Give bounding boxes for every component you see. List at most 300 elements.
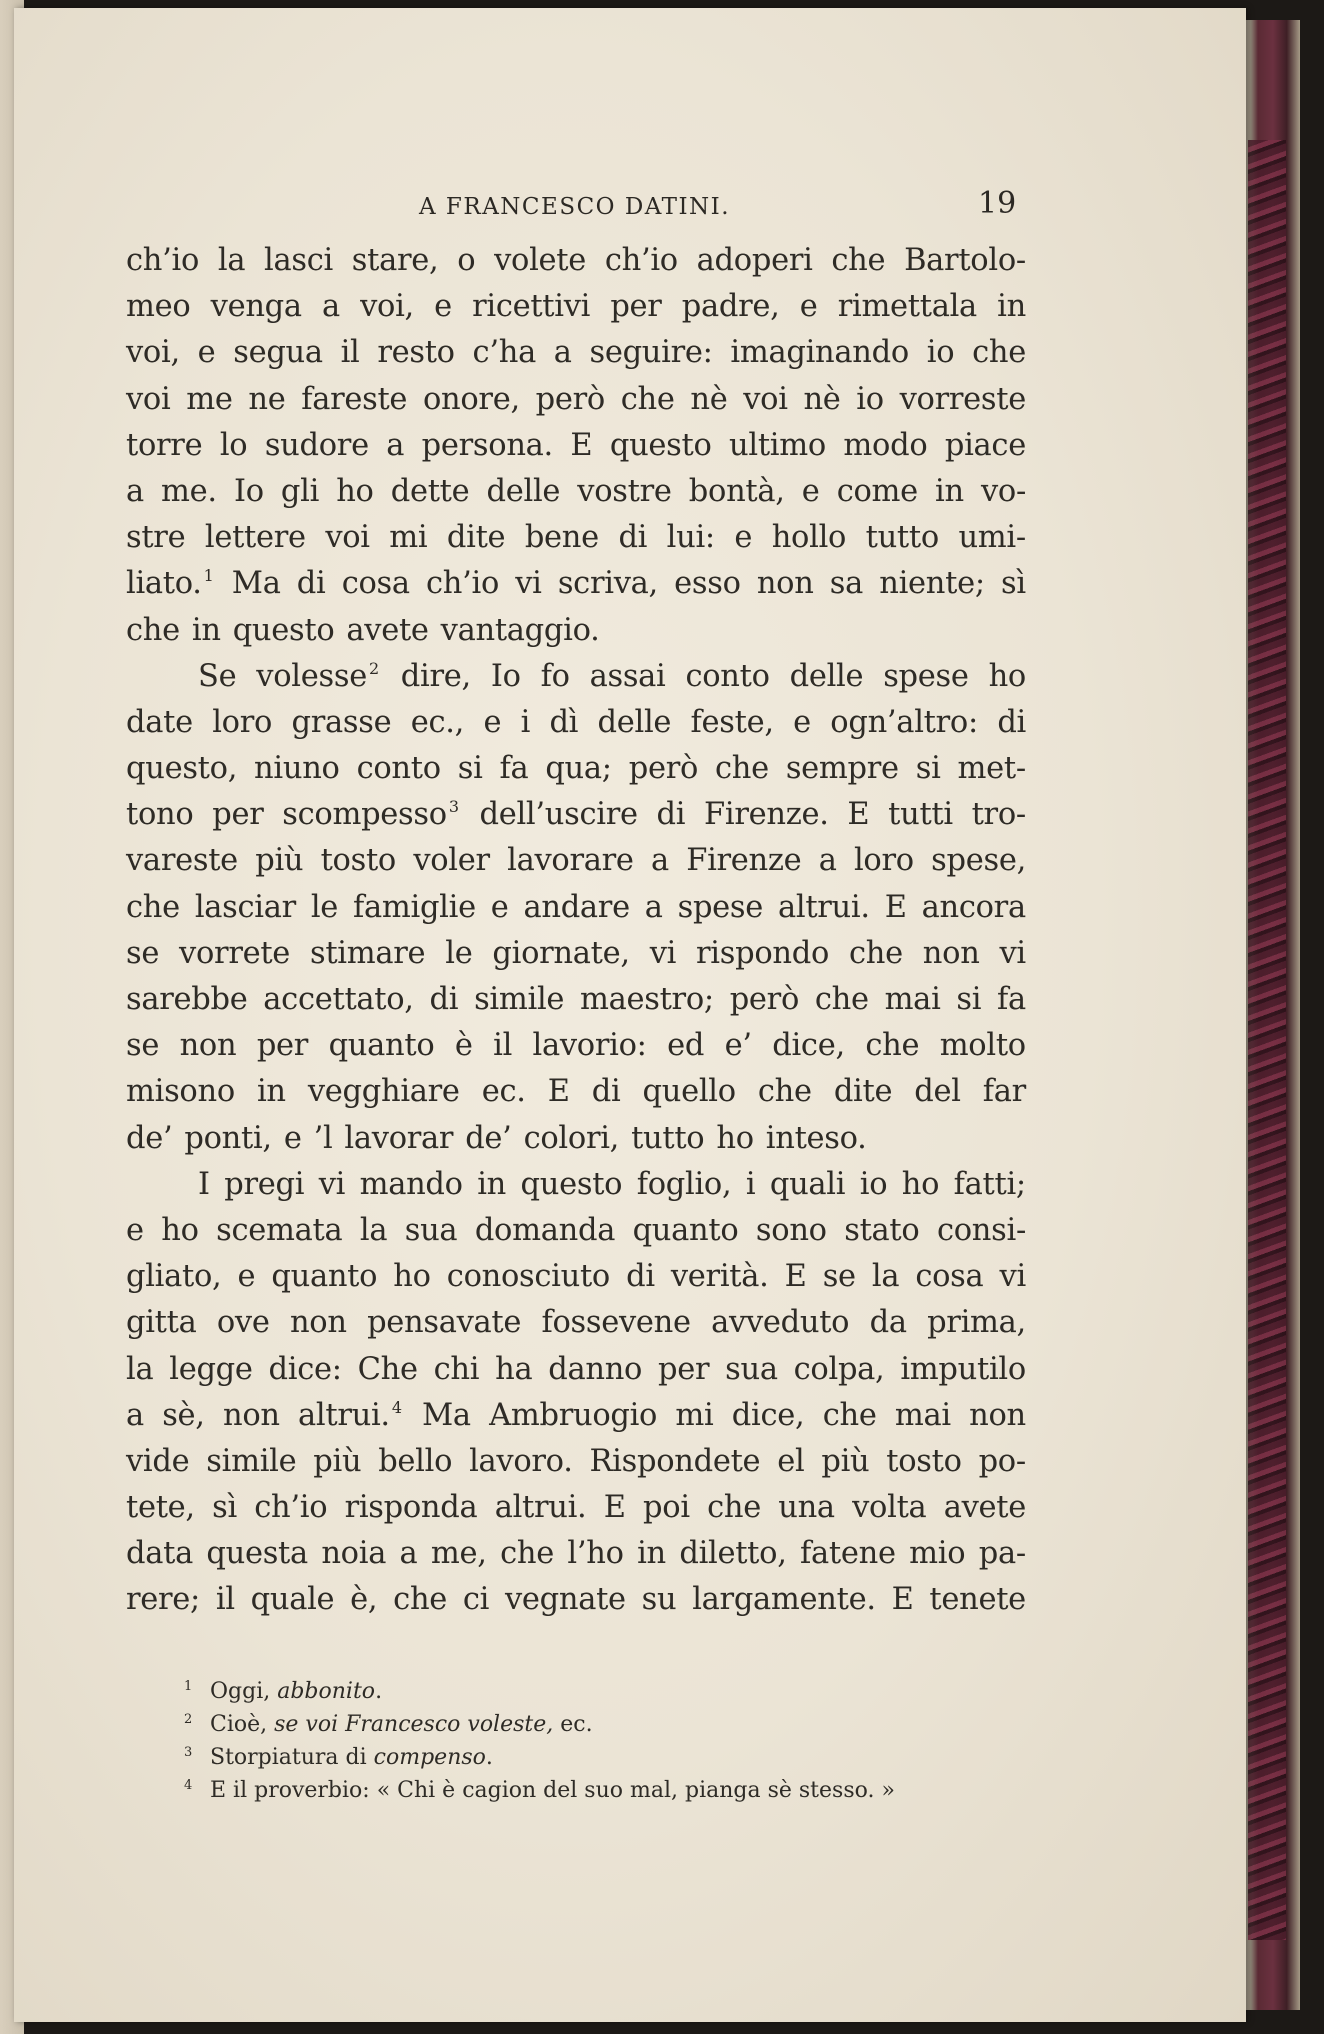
text-line <box>126 561 1026 607</box>
word: questo <box>609 427 712 463</box>
text-line <box>126 377 1026 423</box>
word: assai <box>589 658 666 694</box>
word: dite <box>833 1074 893 1110</box>
word: gli <box>280 473 320 509</box>
word: volete <box>494 243 586 278</box>
word: fo <box>540 658 570 694</box>
word: lavorar <box>344 1120 454 1156</box>
word: E <box>784 1259 807 1295</box>
word: che <box>822 1397 877 1433</box>
word: pregi <box>224 1166 305 1202</box>
word: ancora <box>921 889 1026 925</box>
word: imputilo <box>900 1351 1026 1387</box>
word: a <box>126 1397 144 1433</box>
word: avete <box>943 1490 1026 1526</box>
word: consi- <box>936 1212 1026 1248</box>
word: niente; <box>879 566 985 602</box>
word: spese <box>677 889 764 925</box>
text-line <box>126 746 1026 792</box>
word: quale <box>250 1582 335 1618</box>
word: di <box>626 1259 655 1295</box>
word: se <box>126 935 160 971</box>
word: ci <box>462 1582 490 1618</box>
word: E <box>847 797 870 833</box>
text-line <box>126 654 1026 700</box>
word: I <box>198 1166 210 1202</box>
word: conto <box>685 658 770 694</box>
word: ho <box>161 1212 199 1248</box>
word: si <box>457 751 483 787</box>
word: voi <box>126 381 171 417</box>
word: vorrete <box>179 935 291 971</box>
word: non <box>922 935 980 971</box>
word: e <box>283 1120 302 1156</box>
word: fareste <box>301 381 408 417</box>
word: vi <box>318 1166 346 1202</box>
text-line <box>126 1254 1026 1300</box>
text-line <box>126 1208 1026 1254</box>
word: Firenze. <box>704 797 829 833</box>
word: non <box>289 1305 347 1341</box>
word: a <box>650 843 669 879</box>
word: dice, <box>731 1397 805 1433</box>
word: vegghiare <box>307 1074 460 1110</box>
word: fa <box>997 982 1026 1017</box>
word: su <box>641 1582 677 1618</box>
word: data <box>126 1536 193 1572</box>
word: a <box>399 1536 418 1572</box>
word: questo <box>232 612 335 648</box>
word: è, <box>350 1582 378 1618</box>
word: in <box>256 1074 286 1110</box>
word: avete <box>346 612 429 648</box>
word: Che <box>357 1351 418 1387</box>
footnote: 2 Cioè, se voi Francesco voleste, ec. <box>184 1703 1044 1736</box>
word: ec., <box>410 704 465 740</box>
word: la <box>126 1351 154 1387</box>
word: in <box>997 289 1026 325</box>
footnote-italic: compenso <box>373 1745 486 1770</box>
text-line <box>126 1577 1026 1623</box>
word: che <box>848 935 903 971</box>
word: spese, <box>931 843 1026 879</box>
word: non <box>756 566 814 602</box>
word: stato <box>844 1212 920 1248</box>
word: non <box>969 1397 1026 1433</box>
word: mai <box>894 1397 951 1433</box>
word: lasci <box>264 243 333 278</box>
word: ch’io <box>425 566 500 602</box>
word: famiglie <box>353 889 476 925</box>
word: quanto <box>632 1212 739 1248</box>
word: bello <box>378 1443 453 1479</box>
word: vi <box>999 1259 1026 1295</box>
word: lavoro. <box>469 1443 573 1479</box>
word: piace <box>944 427 1026 463</box>
word: che <box>831 243 886 278</box>
word: voler <box>413 843 490 879</box>
word: di <box>591 1074 621 1110</box>
word: met- <box>957 751 1026 787</box>
word: mi <box>675 1397 714 1433</box>
word: grasse <box>291 704 392 740</box>
page-header <box>14 186 1246 230</box>
word: si <box>915 751 941 787</box>
word: di <box>618 520 648 556</box>
word: di <box>656 797 686 833</box>
word: cosa <box>341 566 410 602</box>
word: a <box>386 427 405 463</box>
word: più <box>821 1443 870 1479</box>
word: scemata <box>216 1212 343 1248</box>
word: danno <box>548 1351 643 1387</box>
word: Ambruogio <box>489 1397 658 1433</box>
word: pa- <box>978 1536 1026 1572</box>
word: rispondo <box>696 935 830 971</box>
word: in <box>191 612 221 648</box>
word: ch’io <box>254 1490 328 1526</box>
word: foglio, <box>636 1166 732 1202</box>
word: questa <box>206 1536 308 1572</box>
word: colori, <box>523 1120 620 1156</box>
word: venga <box>210 289 302 325</box>
body-text <box>126 238 1026 1624</box>
word: Ma <box>422 1397 471 1433</box>
word: vareste <box>126 843 238 879</box>
word: delle <box>486 473 561 509</box>
word: in <box>477 1166 507 1202</box>
word: le <box>445 935 473 971</box>
text-line <box>126 700 1026 746</box>
word: l’ho <box>567 1536 624 1572</box>
word: da <box>869 1305 907 1341</box>
word: sudore <box>264 427 369 463</box>
word: tosto <box>886 1443 962 1479</box>
word: però <box>729 982 800 1017</box>
word: e’ <box>724 1028 752 1064</box>
word: tutto <box>631 1120 705 1156</box>
word: hollo <box>771 520 847 556</box>
word: dice: <box>268 1351 342 1387</box>
word: per <box>658 1351 710 1387</box>
word: la <box>217 243 246 278</box>
text-line <box>126 838 1026 884</box>
word: ove <box>216 1305 270 1341</box>
word: andare <box>523 889 630 925</box>
word: quanto <box>271 1259 378 1295</box>
word: date <box>126 704 193 740</box>
word: sempre <box>785 751 899 787</box>
word: ponti, <box>184 1120 272 1156</box>
word: inteso. <box>765 1120 867 1156</box>
word: Io <box>233 473 264 509</box>
word: noia <box>321 1536 387 1572</box>
word: a <box>553 335 572 371</box>
word: io <box>859 1166 888 1202</box>
word: voi, <box>126 335 180 371</box>
footnote: 1 Oggi, abbonito. <box>184 1670 1044 1703</box>
word: conto <box>356 751 441 787</box>
word: però <box>628 751 699 787</box>
word: altrui. $^4$ <box>298 1397 402 1433</box>
word: Rispondete <box>589 1443 761 1479</box>
word: vi <box>999 935 1026 971</box>
word: che <box>126 612 180 648</box>
word: ogn’altro: <box>830 704 978 740</box>
word: quali <box>769 1166 846 1202</box>
word: e <box>434 289 452 325</box>
footnote: 4 E il proverbio: « Chi è cagion del suo mal, pianga sè stesso. » <box>184 1769 1044 1802</box>
word: per <box>212 797 264 833</box>
word: altrui. <box>494 1490 587 1526</box>
word: niuno <box>254 751 340 787</box>
word: Bartolo- <box>904 243 1026 278</box>
word: mi <box>389 520 428 556</box>
word: che <box>972 335 1026 371</box>
word: ec. <box>481 1074 526 1110</box>
footnote-reference: 4 <box>391 1397 402 1417</box>
footnote-mark: 3 <box>184 1745 193 1760</box>
word: vo- <box>981 473 1026 509</box>
word: in <box>637 1536 666 1572</box>
word: E <box>603 1490 626 1526</box>
word: e <box>237 1259 256 1295</box>
word: i <box>745 1166 756 1202</box>
word: questo <box>520 1166 623 1202</box>
word: che <box>620 381 675 417</box>
word: voi, <box>360 289 414 325</box>
word: per <box>610 289 662 325</box>
word: sì <box>212 1490 237 1526</box>
text-line <box>126 1439 1026 1485</box>
word: giornate, <box>492 935 630 971</box>
word: segua <box>233 335 323 371</box>
word: io <box>856 381 884 417</box>
word: il <box>493 1028 513 1064</box>
word: di <box>997 704 1026 740</box>
footnote-mark: 4 <box>184 1778 193 1793</box>
word: ricettivi <box>472 289 591 325</box>
word: ho <box>901 1166 940 1202</box>
word: adoperi <box>696 243 813 278</box>
word: spese <box>883 658 969 694</box>
word: e <box>734 520 753 556</box>
word: le <box>310 889 339 925</box>
text-line <box>126 885 1026 931</box>
word: de’ <box>465 1120 512 1156</box>
text-line <box>126 1347 1026 1393</box>
word: lui: <box>666 520 715 556</box>
word: E <box>891 1582 914 1618</box>
word: fossevene <box>541 1305 691 1341</box>
text-line <box>126 608 1026 654</box>
word: altrui. <box>777 889 870 925</box>
binding-cloth <box>1248 140 1286 1940</box>
footnote-mark: 2 <box>184 1712 193 1727</box>
footnote-reference: 3 <box>448 797 459 817</box>
word: questo, <box>126 751 238 787</box>
word: simile <box>206 1443 297 1479</box>
word: el <box>777 1443 805 1479</box>
word: la <box>359 1212 388 1248</box>
word: del <box>914 1074 961 1110</box>
word: per <box>256 1028 309 1064</box>
word: chi <box>433 1351 480 1387</box>
word: scriva, <box>557 566 658 602</box>
word: ch’io <box>126 243 200 278</box>
word: se <box>822 1259 856 1295</box>
word: conosciuto <box>446 1259 610 1295</box>
word: che <box>500 1536 554 1572</box>
word: ’l <box>313 1120 333 1156</box>
word: o <box>457 243 476 278</box>
word: umi- <box>958 520 1026 556</box>
word: lavorio: <box>532 1028 647 1064</box>
word: largamente. <box>692 1582 876 1618</box>
word: che <box>715 751 769 787</box>
word: non <box>222 1397 280 1433</box>
word: E <box>570 427 593 463</box>
text-line <box>126 284 1026 330</box>
word: legge <box>169 1351 253 1387</box>
word: volta <box>852 1490 927 1526</box>
word: domanda <box>474 1212 616 1248</box>
page-number: 19 <box>978 186 1017 221</box>
word: a <box>126 473 144 509</box>
word: e <box>793 704 811 740</box>
word: dite <box>446 520 506 556</box>
word: gitta <box>126 1305 197 1341</box>
word: poi <box>643 1490 690 1526</box>
word: e <box>801 473 820 509</box>
word: voi <box>743 381 788 417</box>
footnote-italic: se voi Francesco voleste, <box>274 1712 554 1737</box>
word: quanto <box>328 1028 435 1064</box>
word: lavorare <box>507 843 634 879</box>
word: sì <box>1001 566 1026 602</box>
word: gliato, <box>126 1259 222 1295</box>
word: me, <box>430 1536 487 1572</box>
word: Ma <box>231 566 281 602</box>
word: pensavate <box>367 1305 522 1341</box>
word: che <box>393 1582 448 1618</box>
word: sua <box>404 1212 458 1248</box>
word: come <box>836 473 918 509</box>
word: rere; <box>126 1582 201 1618</box>
word: i <box>520 704 531 740</box>
word: Firenze <box>686 843 802 879</box>
word: qua; <box>545 751 612 787</box>
word: che <box>865 1028 920 1064</box>
text-line <box>126 1116 1026 1162</box>
word: tono <box>126 797 194 833</box>
word: sarebbe <box>126 982 248 1017</box>
word: e <box>799 289 818 325</box>
word: torre <box>126 427 203 463</box>
word: stare, <box>351 243 439 278</box>
word: volesse $^2$ <box>256 658 379 694</box>
word: scompesso $^3$ <box>282 797 459 833</box>
text-line <box>126 515 1026 561</box>
word: tete, <box>126 1490 195 1526</box>
word: tutto <box>865 520 939 556</box>
word: liato. $^1$ <box>126 566 214 602</box>
word: lettere <box>204 520 306 556</box>
word: sua <box>725 1351 778 1387</box>
word: tenete <box>929 1582 1026 1618</box>
footnote-mark: 1 <box>184 1679 193 1694</box>
word: dice, <box>772 1028 845 1064</box>
word: ed <box>667 1028 705 1064</box>
word: più <box>313 1443 362 1479</box>
word: seguire: <box>589 335 713 371</box>
word: po- <box>978 1443 1026 1479</box>
word: delle <box>789 658 864 694</box>
word: accettato, <box>263 982 414 1017</box>
word: verità. <box>670 1259 769 1295</box>
text-line <box>126 423 1026 469</box>
footnote-italic: abbonito <box>277 1679 376 1704</box>
word: colpa, <box>793 1351 885 1387</box>
text-line <box>126 1300 1026 1346</box>
word: avveduto <box>711 1305 850 1341</box>
word: tutti <box>888 797 953 833</box>
text-line <box>126 1531 1026 1577</box>
word: tosto <box>320 843 396 879</box>
footnote-reference: 2 <box>368 658 379 678</box>
word: simile <box>474 982 565 1017</box>
word: lo <box>219 427 248 463</box>
footnotes <box>184 1670 1044 1802</box>
word: bene <box>524 520 599 556</box>
text-line <box>126 792 1026 838</box>
word: maestro; <box>579 982 714 1017</box>
word: persona. <box>421 427 553 463</box>
word: fatene <box>800 1536 896 1572</box>
word: bontà, <box>688 473 785 509</box>
word: ho <box>716 1120 754 1156</box>
word: e <box>197 335 216 371</box>
word: loro <box>212 704 273 740</box>
word: che <box>126 889 180 925</box>
word: fa <box>499 751 529 787</box>
word: però <box>535 381 605 417</box>
word: voi <box>325 520 370 556</box>
word: delle <box>597 704 672 740</box>
word: il <box>215 1582 235 1618</box>
word: prima, <box>927 1305 1026 1341</box>
word: modo <box>843 427 928 463</box>
word: ho <box>988 658 1026 694</box>
word: padre, <box>681 289 780 325</box>
word: vostre <box>577 473 672 509</box>
text-line <box>126 238 1026 284</box>
word: se <box>126 1028 160 1064</box>
word: mando <box>359 1166 463 1202</box>
word: tro- <box>971 797 1026 833</box>
word: onore, <box>422 381 520 417</box>
word: e <box>126 1212 144 1248</box>
word: che <box>757 1074 812 1110</box>
footnote-reference: 1 <box>203 566 214 586</box>
word: Io <box>490 658 521 694</box>
word: in <box>935 473 964 509</box>
word: sono <box>755 1212 827 1248</box>
word: stre <box>126 520 186 556</box>
word: imaginando <box>730 335 909 371</box>
word: ha <box>495 1351 533 1387</box>
word: loro <box>853 843 914 879</box>
